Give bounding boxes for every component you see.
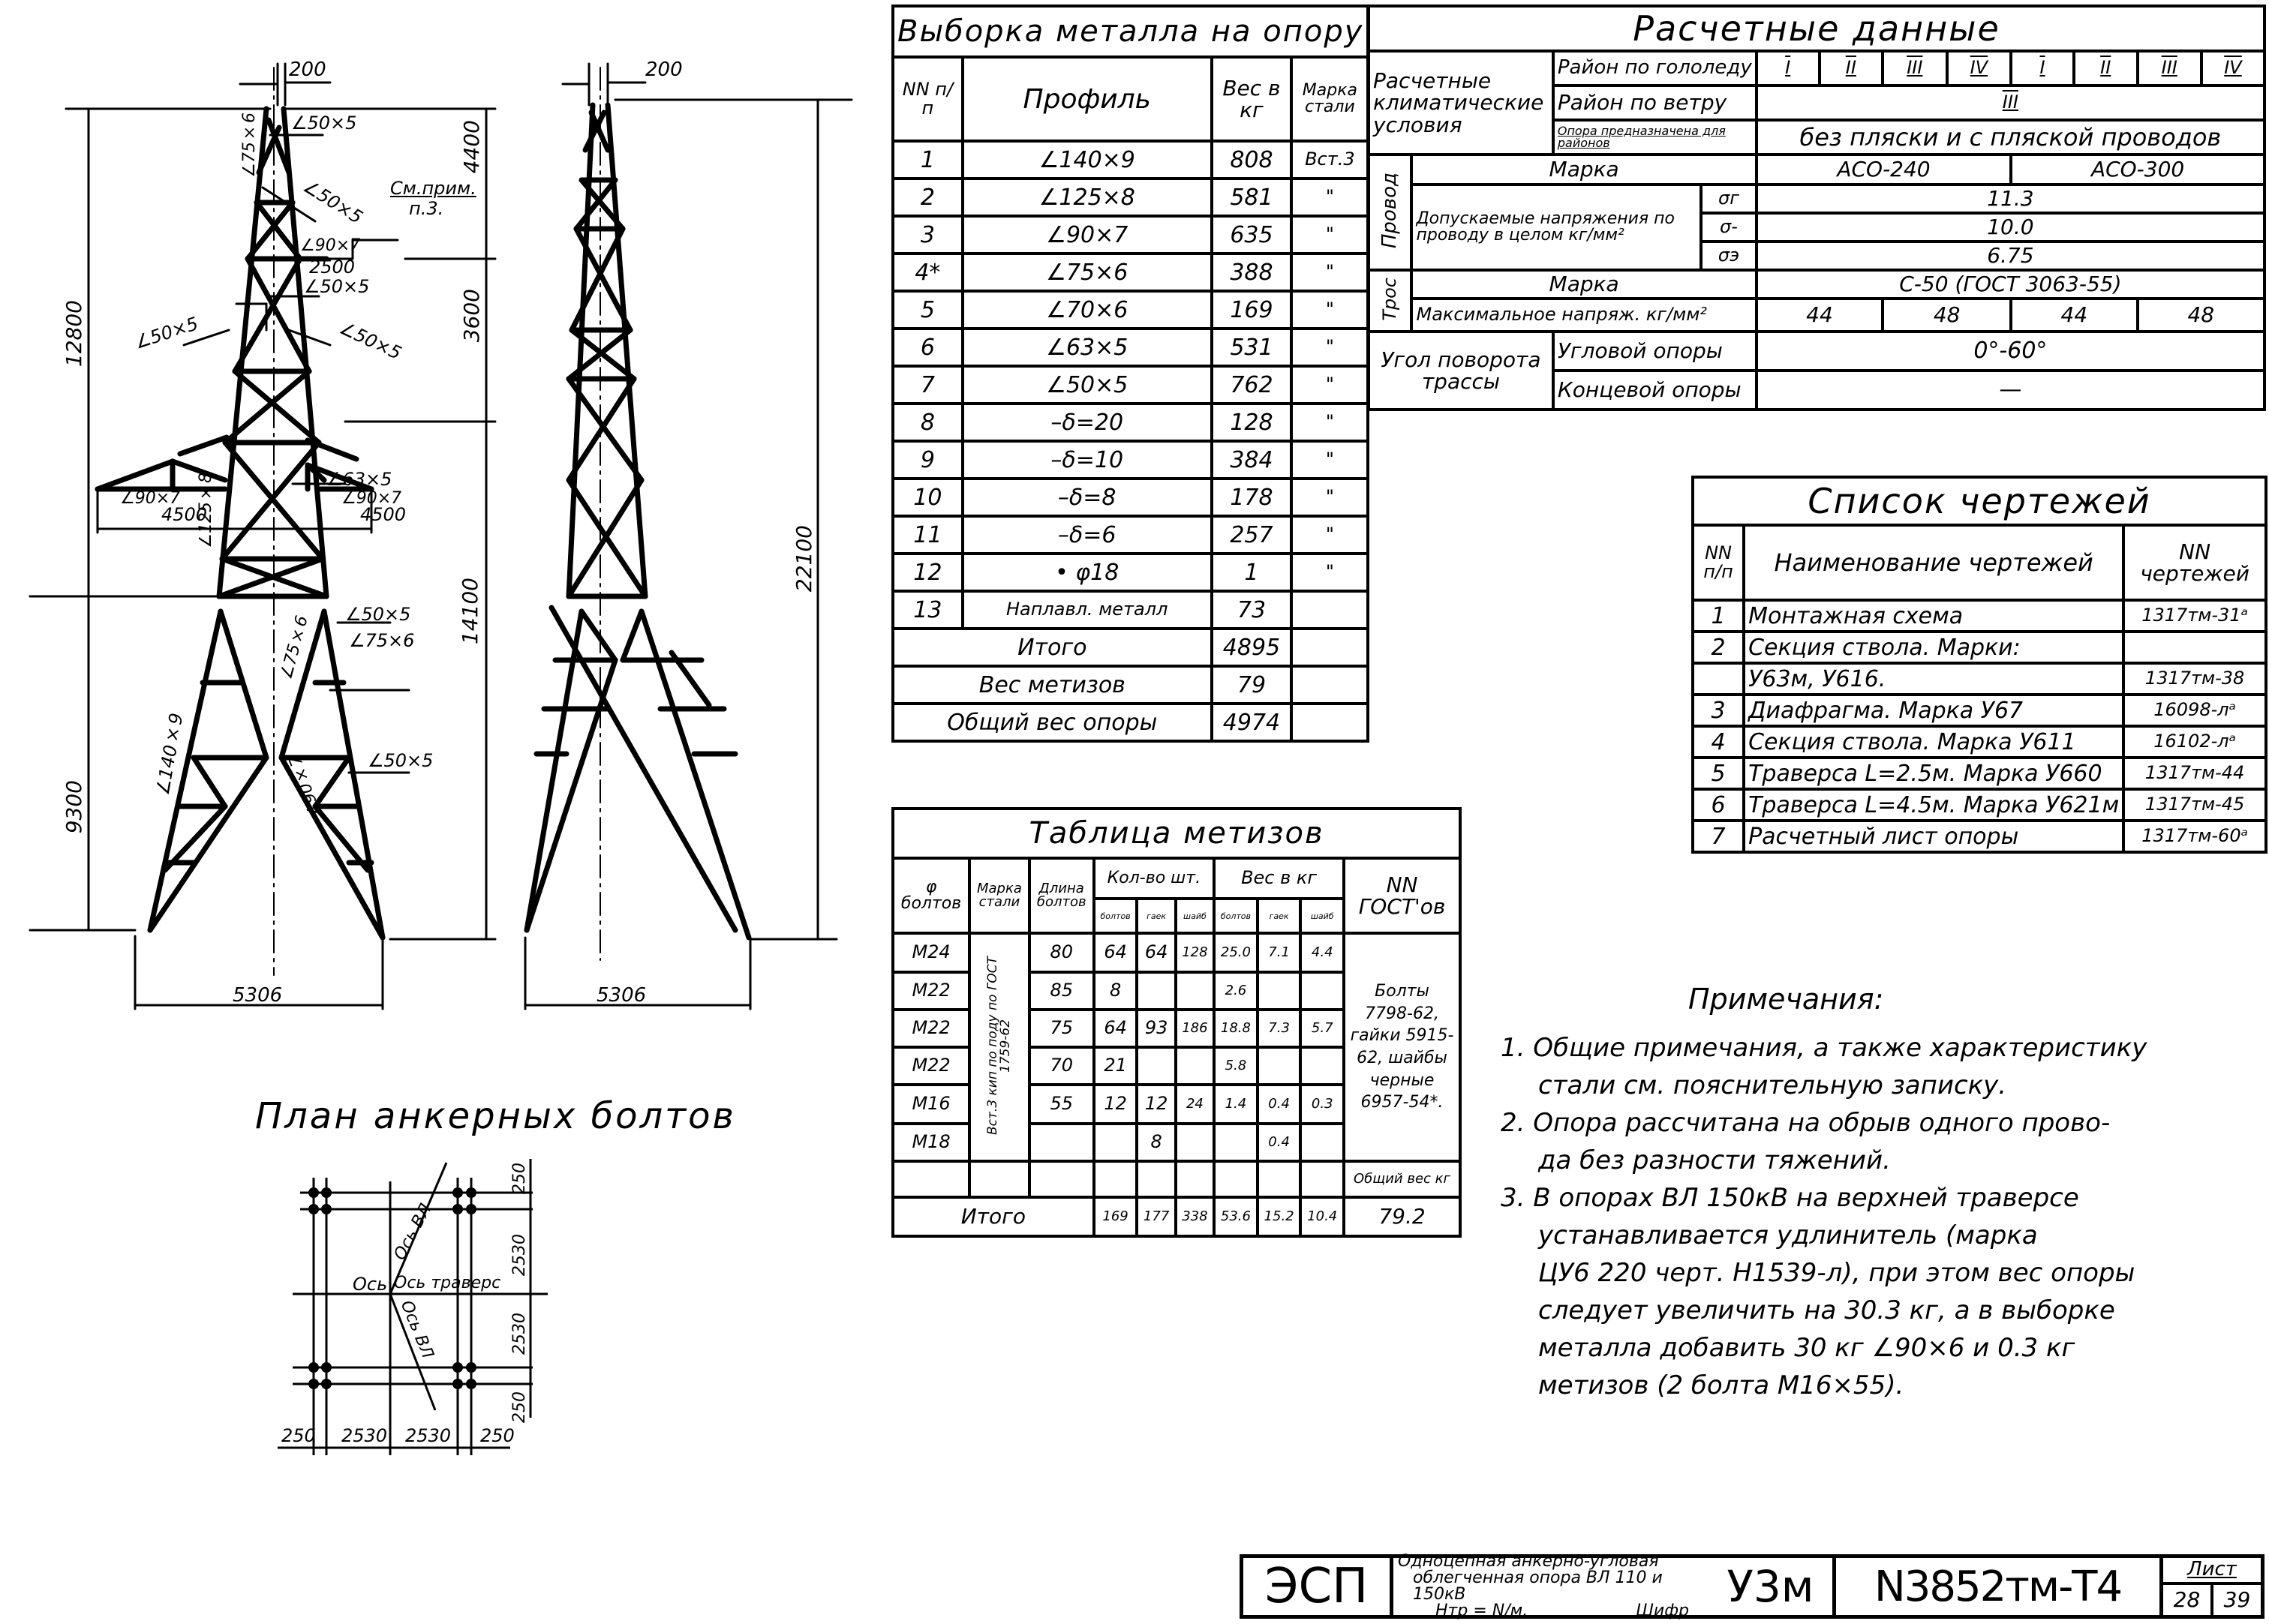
fasteners-weight-value: 79 bbox=[1212, 666, 1292, 704]
dim-crossarm-left: 4500 bbox=[161, 504, 208, 525]
col-header-gost: NN ГОСТ'ов bbox=[1344, 858, 1460, 933]
anchor-plan-title: План анкерных болтов bbox=[255, 1095, 736, 1137]
end-tower-value: — bbox=[1757, 371, 2264, 410]
dim-top-width: 200 bbox=[289, 59, 326, 81]
dim-right-4: 250 bbox=[510, 1391, 529, 1423]
cipher-label: Шифр bbox=[1636, 1601, 1689, 1620]
member-label: ∠90×7 bbox=[285, 752, 326, 821]
note-line: следует увеличить на 30.3 кг, а в выборке bbox=[1538, 1295, 2115, 1325]
table-row: М22 85 8 2.6 bbox=[893, 972, 1460, 1010]
dim-base-width: 5306 bbox=[233, 984, 283, 1007]
document-number: N3852тм-Т4 bbox=[1836, 1558, 2163, 1615]
dim-mid-section: 3600 bbox=[459, 289, 484, 343]
col-header-number: NN п/п bbox=[1693, 525, 1744, 600]
ice-region-value: II bbox=[1820, 51, 1883, 86]
col-header-code: NN чертежей bbox=[2123, 525, 2266, 600]
gost-references: Болты 7798-62, гайки 5915-62, шайбы черные 6957-54*. bbox=[1344, 933, 1460, 1161]
cable-stress-value: 48 bbox=[1883, 299, 2011, 332]
table-row: М18 8 0.4 bbox=[893, 1124, 1460, 1161]
fasteners-table bbox=[891, 807, 1462, 1238]
ice-region-value: IV bbox=[2201, 51, 2264, 86]
member-label: ∠50×5 bbox=[368, 750, 434, 771]
note-line: 1. Общие примечания, а также характеристику bbox=[1501, 1033, 2147, 1063]
dim-leg-height: 9300 bbox=[62, 780, 86, 834]
table-row: М22 75 64 93 186 18.8 7.3 5.7 bbox=[893, 1010, 1460, 1047]
purpose-value: без пляски и с пляской проводов bbox=[1757, 120, 2264, 155]
note-line: метизов (2 болта М16×55). bbox=[1538, 1370, 1904, 1400]
note-line: устанавливается удлинитель (марка bbox=[1538, 1220, 2038, 1250]
wire-mark-value: АСО-300 bbox=[2011, 155, 2264, 185]
design-data-table bbox=[1367, 5, 2266, 411]
ice-region-value: II bbox=[2074, 51, 2138, 86]
corner-tower-value: 0°-60° bbox=[1757, 332, 2264, 371]
col-header-length: Длина болтов bbox=[1029, 858, 1094, 933]
sheet-label: Лист bbox=[2163, 1558, 2261, 1585]
climate-label: Расчетные климатические условия bbox=[1369, 51, 1553, 155]
subheader: болтов bbox=[1214, 899, 1258, 933]
tower-code: У3м bbox=[1709, 1558, 1836, 1615]
fasteners-grand-total: 79.2 bbox=[1344, 1197, 1460, 1236]
axis-label: Ось bbox=[353, 1274, 388, 1295]
dim-total-height-side: 22100 bbox=[792, 525, 816, 593]
metal-total-label: Итого bbox=[893, 629, 1212, 666]
table-row: М16 55 12 12 24 1.4 0.4 0.3 bbox=[893, 1085, 1460, 1124]
sheet-box bbox=[2163, 1558, 2261, 1615]
total-weight-label: Общий вес кг bbox=[1344, 1161, 1460, 1197]
wire-mark-value: АСО-240 bbox=[1757, 155, 2011, 185]
dim-crossarm-right: 4500 bbox=[360, 504, 407, 525]
subheader: гаек bbox=[1137, 899, 1175, 933]
list-item: 3 Диафрагма. Марка У67 16098-лᵃ bbox=[1693, 695, 2266, 726]
cable-stress-value: 44 bbox=[2011, 299, 2137, 332]
member-label: ∠63×5 bbox=[326, 469, 392, 490]
member-label: ∠75×6 bbox=[240, 113, 259, 178]
table-row: 10 –δ=8 178 " bbox=[893, 479, 1368, 516]
title-block bbox=[1240, 1554, 2264, 1619]
dim-lower-height: 14100 bbox=[458, 578, 482, 645]
notes-section bbox=[1501, 983, 2251, 1404]
col-header-name: Наименование чертежей bbox=[1744, 525, 2123, 600]
note-line: металла добавить 30 кг ∠90×6 и 0.3 кг bbox=[1538, 1333, 2075, 1363]
dim-right-2: 2530 bbox=[510, 1234, 529, 1276]
stress-label: Допускаемые напряжения по проводу в целом кг/мм² bbox=[1411, 185, 1701, 270]
desc-line: облегченная опора ВЛ 110 и 150кВ bbox=[1413, 1568, 1663, 1604]
cable-stress-label: Максимальное напряж. кг/мм² bbox=[1411, 299, 1756, 332]
note-line: 2. Опора рассчитана на обрыв одного прово- bbox=[1501, 1108, 2111, 1138]
drawings-list-table bbox=[1691, 476, 2267, 854]
wind-region-label: Район по ветру bbox=[1553, 86, 1757, 120]
dim-right-1: 250 bbox=[510, 1163, 529, 1194]
ice-region-value: IV bbox=[1947, 51, 2012, 86]
member-label: ∠50×5 bbox=[291, 113, 357, 134]
member-label: ∠75×6 bbox=[277, 614, 312, 682]
member-label: ∠50×5 bbox=[299, 175, 367, 229]
table-row: 11 –δ=6 257 " bbox=[893, 516, 1368, 554]
steel-grade-vertical: Вст.3 кип по поду по ГОСТ 1759-62 bbox=[969, 933, 1029, 1161]
dim-top-section: 4400 bbox=[459, 120, 484, 174]
subheader: гаек bbox=[1258, 899, 1301, 933]
dim-top-width-side: 200 bbox=[645, 59, 683, 81]
dim-upper-crossarm: 2500 bbox=[309, 257, 356, 278]
dim-bottom-1: 250 bbox=[281, 1425, 316, 1446]
fasteners-title: Таблица метизов bbox=[893, 809, 1460, 858]
cable-group-label: Трос bbox=[1369, 270, 1411, 332]
cable-mark-value: С-50 (ГОСТ 3063-55) bbox=[1757, 270, 2264, 299]
see-note-label: См.прим. bbox=[390, 178, 476, 199]
purpose-label: Опора предназначена для районов bbox=[1553, 120, 1757, 155]
table-row: М24 Вст.3 кип по поду по ГОСТ 1759-62 80 64 64 128 25.0 7.1 4.4 Болты 7798-62, гайки 5915-62, шайбы черные 6957-54*. bbox=[893, 933, 1460, 972]
grand-total-label: Общий вес опоры bbox=[893, 704, 1212, 741]
table-row: 4* ∠75×6 388 " bbox=[893, 254, 1368, 291]
total-sheets: 39 bbox=[2223, 1587, 2251, 1612]
list-item: 2 Секция ствола. Марки: bbox=[1693, 632, 2266, 663]
member-label: ∠50×5 bbox=[336, 317, 405, 365]
col-header-weight: Вес в кг bbox=[1212, 57, 1292, 141]
member-label: ∠90×7 bbox=[120, 489, 181, 508]
cable-stress-value: 44 bbox=[1757, 299, 1883, 332]
anchor-bolt-plan bbox=[225, 1080, 765, 1485]
col-header-quantity: Кол-во шт. bbox=[1094, 858, 1214, 899]
list-item: 5 Траверса L=2.5м. Марка У660 1317тм-44 bbox=[1693, 758, 2266, 789]
member-label: ∠90×7 bbox=[341, 489, 402, 508]
member-label: ∠50×5 bbox=[345, 604, 411, 625]
member-label: ∠140×9 bbox=[152, 711, 188, 797]
axis-vl-bottom: Ось ВЛ bbox=[396, 1298, 437, 1361]
dim-bottom-3: 2530 bbox=[405, 1425, 452, 1446]
ice-region-value: I bbox=[1757, 51, 1820, 86]
table-row: 7 ∠50×5 762 " bbox=[893, 366, 1368, 404]
stress-value: 10.0 bbox=[1757, 213, 2264, 242]
member-label: ∠125×8 bbox=[197, 473, 215, 548]
wind-region-value: III bbox=[1757, 86, 2264, 120]
dim-bottom-2: 2530 bbox=[341, 1425, 388, 1446]
corner-tower-label: Угловой опоры bbox=[1553, 332, 1757, 371]
cable-stress-value: 48 bbox=[2138, 299, 2264, 332]
dim-right-3: 2530 bbox=[510, 1313, 529, 1355]
tower-front-view bbox=[0, 0, 510, 1050]
table-row: 5 ∠70×6 169 " bbox=[893, 291, 1368, 329]
col-header-diameter: φ болтов bbox=[893, 858, 969, 933]
org-code: ЭСП bbox=[1243, 1558, 1393, 1615]
list-item: 1 Монтажная схема 1317тм-31ᵃ bbox=[1693, 600, 2266, 632]
metal-total-value: 4895 bbox=[1212, 629, 1292, 666]
member-label: ∠50×5 bbox=[131, 313, 201, 353]
table-row: 3 ∠90×7 635 " bbox=[893, 216, 1368, 254]
desc-line: Нтр = N/м. bbox=[1435, 1601, 1528, 1620]
dim-bottom-4: 250 bbox=[480, 1425, 515, 1446]
table-row: М22 70 21 5.8 bbox=[893, 1047, 1460, 1085]
col-header-weight: Вес в кг bbox=[1214, 858, 1344, 899]
stress-symbol: σг bbox=[1701, 185, 1757, 213]
fasteners-total-label: Итого bbox=[893, 1197, 1094, 1236]
table-row: 13 Наплавл. металл 73 bbox=[893, 591, 1368, 629]
note-line: стали см. пояснительную записку. bbox=[1538, 1070, 2007, 1100]
notes-title: Примечания: bbox=[1688, 983, 1884, 1016]
sheet-number: 28 bbox=[2163, 1585, 2213, 1615]
table-row: 6 ∠63×5 531 " bbox=[893, 329, 1368, 366]
member-label: ∠90×7 bbox=[300, 236, 361, 255]
stress-symbol: σэ bbox=[1701, 242, 1757, 270]
axis-crossarm: Ось траверс bbox=[394, 1274, 501, 1292]
grand-total-value: 4974 bbox=[1212, 704, 1292, 741]
list-item: 6 Траверса L=4.5м. Марка У621м 1317тм-45 bbox=[1693, 789, 2266, 821]
cable-mark-label: Марка bbox=[1411, 270, 1756, 299]
subheader: шайб bbox=[1176, 899, 1214, 933]
totals-row: Итого 169 177 338 53.6 15.2 10.4 79.2 bbox=[893, 1197, 1460, 1236]
note-line: да без разности тяжений. bbox=[1538, 1145, 1891, 1175]
table-row: 8 –δ=20 128 " bbox=[893, 404, 1368, 441]
table-row: 2 ∠125×8 581 " bbox=[893, 179, 1368, 216]
end-tower-label: Концевой опоры bbox=[1553, 371, 1757, 410]
stress-value: 6.75 bbox=[1757, 242, 2264, 270]
member-label: ∠75×6 bbox=[349, 630, 415, 651]
wire-group-label: Провод bbox=[1369, 155, 1411, 270]
stress-value: 11.3 bbox=[1757, 185, 2264, 213]
design-data-title: Расчетные данные bbox=[1369, 6, 2264, 51]
metal-selection-table bbox=[891, 5, 1369, 743]
list-item: 4 Секция ствола. Марка У611 16102-лᵃ bbox=[1693, 726, 2266, 758]
ice-region-value: I bbox=[2011, 51, 2074, 86]
route-angle-label: Угол поворота трассы bbox=[1369, 332, 1553, 410]
axis-vl-top: Ось ВЛ bbox=[390, 1200, 436, 1264]
col-header-steel: Марка стали bbox=[1291, 57, 1368, 141]
table-row: 1 ∠140×9 808 Вст.3 bbox=[893, 141, 1368, 179]
subheader: шайб bbox=[1300, 899, 1344, 933]
member-label: ∠50×5 bbox=[304, 276, 370, 297]
ice-region-value: III bbox=[2138, 51, 2201, 86]
drawings-list-title: Список чертежей bbox=[1693, 477, 2266, 525]
col-header-steel: Марка стали bbox=[969, 858, 1029, 933]
tower-side-view bbox=[510, 0, 870, 1050]
ice-region-value: III bbox=[1883, 51, 1946, 86]
dim-total-height-left: 12800 bbox=[62, 300, 86, 368]
col-header-number: NN п/п bbox=[893, 57, 963, 141]
drawing-description bbox=[1393, 1552, 1709, 1620]
table-row: 9 –δ=10 384 " bbox=[893, 441, 1368, 479]
ice-region-label: Район по гололеду bbox=[1553, 51, 1757, 86]
dim-base-width-side: 5306 bbox=[597, 984, 647, 1007]
wire-mark-label: Марка bbox=[1411, 155, 1756, 185]
list-item: У63м, У616. 1317тм-38 bbox=[1693, 663, 2266, 695]
see-note-number: п.3. bbox=[409, 198, 444, 219]
subheader: болтов bbox=[1094, 899, 1138, 933]
col-header-profile: Профиль bbox=[963, 57, 1212, 141]
note-line: 3. В опорах ВЛ 150кВ на верхней траверсе bbox=[1501, 1183, 2079, 1213]
table-row: 12 • φ18 1 " bbox=[893, 554, 1368, 591]
fasteners-weight-label: Вес метизов bbox=[893, 666, 1212, 704]
desc-line: Одноцепная анкерно-угловая bbox=[1398, 1552, 1659, 1571]
stress-symbol: σ- bbox=[1701, 213, 1757, 242]
list-item: 7 Расчетный лист опоры 1317тм-60ᵃ bbox=[1693, 821, 2266, 852]
metal-table-title: Выборка металла на опору bbox=[893, 6, 1368, 57]
note-line: ЦУ6 220 черт. Н1539-л), при этом вес опоры bbox=[1538, 1258, 2135, 1288]
